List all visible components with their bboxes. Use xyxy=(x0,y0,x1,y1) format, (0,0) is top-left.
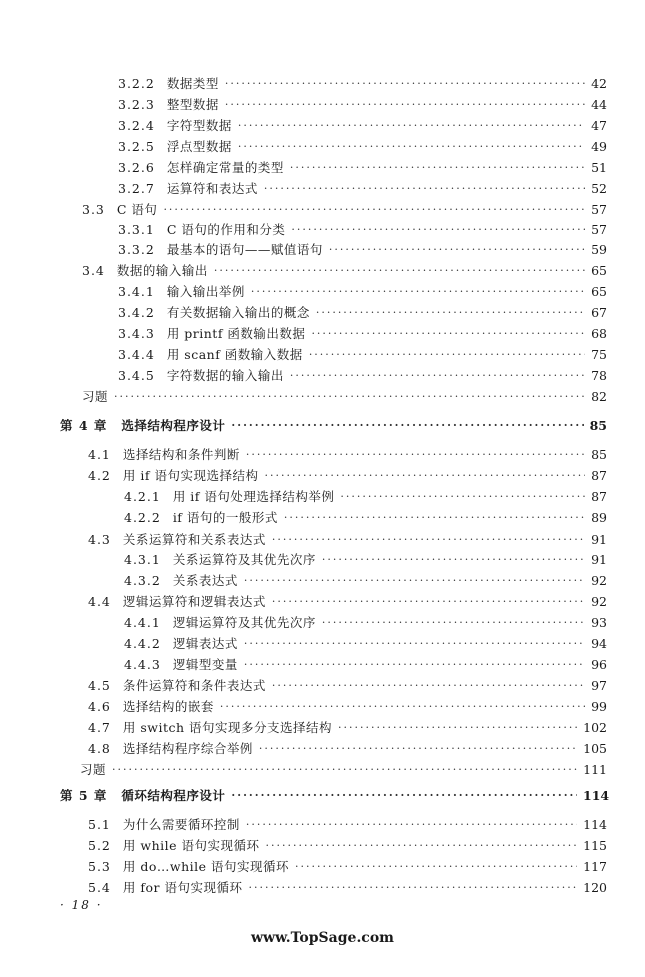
toc-entry xyxy=(88,677,607,695)
dot-leader xyxy=(272,531,585,549)
toc-page-number: 85 xyxy=(589,418,607,433)
toc-title: 用 if 语句处理选择结构举例 xyxy=(172,489,335,504)
toc-number: 4.4.2 xyxy=(124,636,161,651)
dot-leader xyxy=(322,614,585,632)
toc-number: 4.7 xyxy=(88,720,111,735)
toc-number: 第 5 章 xyxy=(60,788,108,803)
toc-number: 3.2.7 xyxy=(118,181,155,196)
toc-entry xyxy=(124,509,607,527)
toc-page-number: 67 xyxy=(591,305,607,320)
toc-entry xyxy=(124,551,607,569)
toc-number: 5.3 xyxy=(88,859,111,874)
toc-number: 4.8 xyxy=(88,741,111,756)
toc-title: 为什么需要循环控制 xyxy=(122,817,240,832)
toc-entry xyxy=(118,159,607,177)
toc-number: 4.2 xyxy=(88,468,111,483)
dot-leader xyxy=(264,180,585,198)
toc-number: 4.4.1 xyxy=(124,615,161,630)
toc-title: 用 if 语句实现选择结构 xyxy=(122,468,259,483)
toc-page-number: 92 xyxy=(591,573,607,588)
dot-leader xyxy=(114,388,585,406)
toc-entry xyxy=(88,467,607,485)
toc-entry xyxy=(88,740,607,758)
toc-page-number: 114 xyxy=(583,788,610,803)
toc-page-number: 85 xyxy=(591,447,607,462)
dot-leader xyxy=(264,467,585,485)
dot-leader xyxy=(309,346,585,364)
toc-page-number: 120 xyxy=(583,880,607,895)
toc-entry xyxy=(88,816,607,834)
toc-title: 逻辑运算符和逻辑表达式 xyxy=(122,594,266,609)
toc-title: 用 scanf 函数输入数据 xyxy=(166,347,303,362)
toc-title: 关系表达式 xyxy=(172,573,238,588)
toc-page-number: 99 xyxy=(591,699,607,714)
dot-leader xyxy=(322,551,585,569)
toc-title: 习题 xyxy=(80,762,107,777)
toc-entry xyxy=(118,346,607,364)
toc-entry xyxy=(118,325,607,343)
toc-number: 5.2 xyxy=(88,838,111,853)
toc-page-number: 44 xyxy=(591,97,607,112)
dot-leader xyxy=(284,509,585,527)
toc-title: 用 switch 语句实现多分支选择结构 xyxy=(122,720,333,735)
dot-leader xyxy=(272,593,585,611)
toc-entry xyxy=(88,446,607,464)
page-number: · 18 · xyxy=(60,898,103,912)
dot-leader xyxy=(259,740,577,758)
toc-title: 浮点型数据 xyxy=(166,139,232,154)
toc-page-number: 115 xyxy=(583,838,607,853)
toc-page-number: 49 xyxy=(591,139,607,154)
toc-page-number: 89 xyxy=(591,510,607,525)
toc-title: 循环结构程序设计 xyxy=(121,788,226,803)
toc-entry xyxy=(118,117,607,135)
dot-leader xyxy=(246,816,577,834)
toc-page-number: 47 xyxy=(591,118,607,133)
toc-entry xyxy=(88,858,607,876)
toc-title: 字符数据的输入输出 xyxy=(166,368,284,383)
toc-number: 3.4.3 xyxy=(118,326,155,341)
toc-entry xyxy=(88,531,607,549)
dot-leader xyxy=(246,446,585,464)
dot-leader xyxy=(265,837,577,855)
dot-leader xyxy=(316,304,585,322)
dot-leader xyxy=(272,677,585,695)
toc-number: 4.3.2 xyxy=(124,573,161,588)
toc-number: 4.4 xyxy=(88,594,111,609)
toc-page-number: 52 xyxy=(591,181,607,196)
toc-page-number: 87 xyxy=(591,468,607,483)
toc-number: 4.2.2 xyxy=(124,510,161,525)
dot-leader xyxy=(214,262,585,280)
dot-leader xyxy=(248,879,577,897)
toc-page-number: 97 xyxy=(591,678,607,693)
toc-title: 选择结构程序综合举例 xyxy=(122,741,253,756)
toc-number: 3.3.2 xyxy=(118,242,155,257)
toc-number: 3.4.4 xyxy=(118,347,155,362)
toc-title: 用 do…while 语句实现循环 xyxy=(122,859,290,874)
toc-title: 整型数据 xyxy=(166,97,219,112)
toc-number: 5.1 xyxy=(88,817,111,832)
toc-page-number: 92 xyxy=(591,594,607,609)
toc-title: 输入输出举例 xyxy=(166,284,245,299)
toc-page-number: 117 xyxy=(583,859,607,874)
toc-number: 4.2.1 xyxy=(124,489,161,504)
toc-title: 习题 xyxy=(82,389,109,404)
toc-entry xyxy=(124,572,607,590)
toc-number: 第 4 章 xyxy=(60,418,108,433)
toc-chapter-entry xyxy=(60,417,607,435)
toc-entry xyxy=(88,698,607,716)
toc-number: 3.2.4 xyxy=(118,118,155,133)
toc-title: C 语句 xyxy=(116,202,158,217)
dot-leader xyxy=(244,572,585,590)
toc-title: 逻辑表达式 xyxy=(172,636,238,651)
toc-number: 4.3 xyxy=(88,532,111,547)
toc-title: 运算符和表达式 xyxy=(166,181,258,196)
toc-page-number: 65 xyxy=(591,263,607,278)
dot-leader xyxy=(340,488,585,506)
toc-entry xyxy=(88,837,607,855)
toc-title: 关系运算符及其优先次序 xyxy=(172,552,316,567)
toc-title: if 语句的一般形式 xyxy=(172,510,278,525)
dot-leader xyxy=(329,241,585,259)
toc-title: 逻辑运算符及其优先次序 xyxy=(172,615,316,630)
toc-page-number: 87 xyxy=(591,489,607,504)
toc-page-number: 75 xyxy=(591,347,607,362)
dot-leader xyxy=(291,221,585,239)
dot-leader xyxy=(311,325,585,343)
dot-leader xyxy=(231,417,583,435)
toc-entry xyxy=(88,879,607,897)
dot-leader xyxy=(338,719,577,737)
dot-leader xyxy=(244,635,585,653)
toc-page-number: 91 xyxy=(591,532,607,547)
toc-page-number: 102 xyxy=(583,720,607,735)
toc-title: 用 for 语句实现循环 xyxy=(122,880,243,895)
toc-page-number: 82 xyxy=(591,389,607,404)
toc-number: 3.2.3 xyxy=(118,97,155,112)
dot-leader xyxy=(295,858,577,876)
toc-entry xyxy=(118,96,607,114)
toc-title: 选择结构的嵌套 xyxy=(122,699,214,714)
toc-number: 4.6 xyxy=(88,699,111,714)
toc-page-number: 114 xyxy=(583,817,607,832)
dot-leader xyxy=(244,656,585,674)
toc-entry xyxy=(124,488,607,506)
toc-entry xyxy=(118,138,607,156)
toc-entry xyxy=(88,593,607,611)
dot-leader xyxy=(251,283,585,301)
dot-leader xyxy=(220,698,585,716)
toc-title: 最基本的语句——赋值语句 xyxy=(166,242,323,257)
toc-chapter-entry xyxy=(60,787,610,805)
toc-page-number: 93 xyxy=(591,615,607,630)
toc-page-number: 105 xyxy=(583,741,607,756)
toc-page-number: 94 xyxy=(591,636,607,651)
toc-title: 关系运算符和关系表达式 xyxy=(122,532,266,547)
toc-page-number: 91 xyxy=(591,552,607,567)
toc-number: 5.4 xyxy=(88,880,111,895)
dot-leader xyxy=(112,761,577,779)
toc-title: 有关数据输入输出的概念 xyxy=(166,305,310,320)
toc-number: 3.3 xyxy=(82,202,105,217)
toc-page-number: 59 xyxy=(591,242,607,257)
toc-page-number: 68 xyxy=(591,326,607,341)
toc-entry xyxy=(124,614,607,632)
toc-page-number: 57 xyxy=(591,202,607,217)
toc-number: 4.3.1 xyxy=(124,552,161,567)
toc-page-number: 78 xyxy=(591,368,607,383)
toc-entry xyxy=(118,283,607,301)
toc-page-number: 42 xyxy=(591,76,607,91)
toc-title: 条件运算符和条件表达式 xyxy=(122,678,266,693)
toc-number: 4.5 xyxy=(88,678,111,693)
toc-number: 3.2.5 xyxy=(118,139,155,154)
toc-entry xyxy=(118,367,607,385)
dot-leader xyxy=(225,96,585,114)
dot-leader xyxy=(238,117,585,135)
toc-page-number: 65 xyxy=(591,284,607,299)
toc-title: 怎样确定常量的类型 xyxy=(166,160,284,175)
toc-number: 3.3.1 xyxy=(118,222,155,237)
toc-title: 选择结构和条件判断 xyxy=(122,447,240,462)
site-watermark: www.TopSage.com xyxy=(251,930,394,946)
toc-title: 用 while 语句实现循环 xyxy=(122,838,260,853)
dot-leader xyxy=(238,138,585,156)
toc-number: 3.2.6 xyxy=(118,160,155,175)
toc-entry xyxy=(124,656,607,674)
dot-leader xyxy=(231,787,577,805)
toc-entry xyxy=(124,635,607,653)
dot-leader xyxy=(163,201,585,219)
toc-page-number: 111 xyxy=(583,762,607,777)
toc-number: 3.4.5 xyxy=(118,368,155,383)
dot-leader xyxy=(290,367,585,385)
dot-leader xyxy=(225,75,585,93)
toc-entry xyxy=(118,304,607,322)
dot-leader xyxy=(290,159,585,177)
toc-entry xyxy=(118,241,607,259)
toc-number: 4.4.3 xyxy=(124,657,161,672)
toc-entry xyxy=(88,719,607,737)
toc-number: 3.4 xyxy=(82,263,105,278)
toc-entry xyxy=(82,262,607,280)
toc-entry xyxy=(80,761,607,779)
toc-number: 3.2.2 xyxy=(118,76,155,91)
toc-entry xyxy=(82,201,607,219)
toc-page-number: 51 xyxy=(591,160,607,175)
toc-title: 选择结构程序设计 xyxy=(121,418,226,433)
toc-entry xyxy=(82,388,607,406)
toc-title: C 语句的作用和分类 xyxy=(166,222,286,237)
toc-page-number: 96 xyxy=(591,657,607,672)
toc-number: 3.4.1 xyxy=(118,284,155,299)
toc-entry xyxy=(118,221,607,239)
toc-number: 3.4.2 xyxy=(118,305,155,320)
toc-entry xyxy=(118,180,607,198)
toc-title: 字符型数据 xyxy=(166,118,232,133)
toc-title: 数据类型 xyxy=(166,76,219,91)
toc-page-number: 57 xyxy=(591,222,607,237)
toc-title: 数据的输入输出 xyxy=(116,263,208,278)
toc-number: 4.1 xyxy=(88,447,111,462)
toc-title: 用 printf 函数输出数据 xyxy=(166,326,306,341)
toc-title: 逻辑型变量 xyxy=(172,657,238,672)
toc-entry xyxy=(118,75,607,93)
